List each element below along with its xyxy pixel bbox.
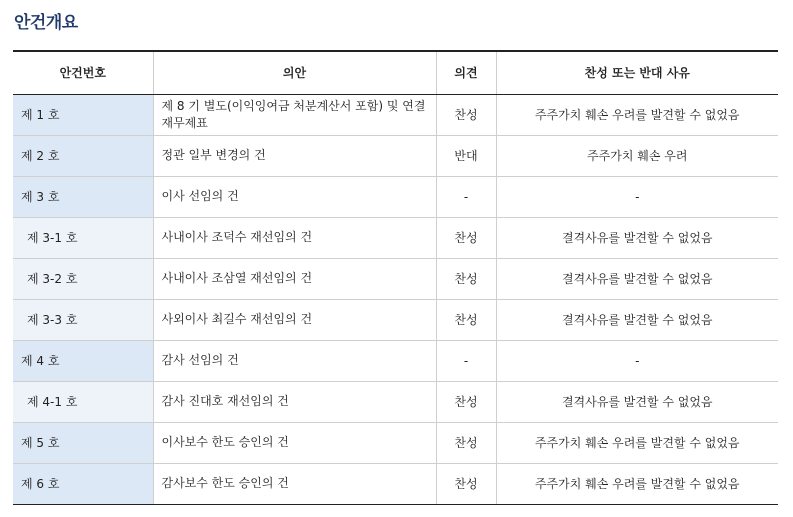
- agenda-item: 제 8 기 별도(이익잉여금 처분계산서 포함) 및 연결재무제표: [153, 94, 436, 135]
- agenda-reason: 결격사유를 발견할 수 없었음: [496, 258, 778, 299]
- agenda-reason: 주주가치 훼손 우려: [496, 135, 778, 176]
- table-row: [13, 217, 778, 258]
- agenda-number: 제 3-1 호: [13, 217, 153, 258]
- column-header-reason: 찬성 또는 반대 사유: [496, 51, 778, 94]
- column-header-item: 의안: [153, 51, 436, 94]
- agenda-opinion: 찬성: [436, 217, 496, 258]
- agenda-opinion: 찬성: [436, 258, 496, 299]
- agenda-reason: -: [496, 176, 778, 217]
- agenda-item: 사내이사 조삼열 재선임의 건: [153, 258, 436, 299]
- agenda-item: 정관 일부 변경의 건: [153, 135, 436, 176]
- table-header-row: [13, 51, 778, 94]
- agenda-number: 제 3-2 호: [13, 258, 153, 299]
- column-header-opinion: 의견: [436, 51, 496, 94]
- agenda-item: 감사보수 한도 승인의 건: [153, 463, 436, 504]
- agenda-reason: 주주가치 훼손 우려를 발견할 수 없었음: [496, 94, 778, 135]
- agenda-item: 사외이사 최길수 재선임의 건: [153, 299, 436, 340]
- agenda-opinion: 찬성: [436, 94, 496, 135]
- agenda-reason: -: [496, 340, 778, 381]
- agenda-number: 제 1 호: [13, 94, 153, 135]
- agenda-item: 감사 진대호 재선임의 건: [153, 381, 436, 422]
- table-row: [13, 381, 778, 422]
- agenda-opinion: -: [436, 176, 496, 217]
- agenda-reason: 주주가치 훼손 우려를 발견할 수 없었음: [496, 463, 778, 504]
- agenda-opinion: 찬성: [436, 463, 496, 504]
- table-row: [13, 299, 778, 340]
- table-row: [13, 340, 778, 381]
- agenda-item: 사내이사 조덕수 재선임의 건: [153, 217, 436, 258]
- table-row: [13, 422, 778, 463]
- agenda-number: 제 3 호: [13, 176, 153, 217]
- agenda-number: 제 3-3 호: [13, 299, 153, 340]
- agenda-reason: 결격사유를 발견할 수 없었음: [496, 299, 778, 340]
- page-title: 안건개요: [14, 13, 78, 33]
- table-row: [13, 258, 778, 299]
- agenda-number: 제 2 호: [13, 135, 153, 176]
- column-header-number: 안건번호: [13, 51, 153, 94]
- agenda-opinion: 찬성: [436, 299, 496, 340]
- agenda-opinion: 찬성: [436, 381, 496, 422]
- agenda-item: 감사 선임의 건: [153, 340, 436, 381]
- agenda-opinion: 반대: [436, 135, 496, 176]
- agenda-item: 이사 선임의 건: [153, 176, 436, 217]
- agenda-number: 제 6 호: [13, 463, 153, 504]
- agenda-reason: 결격사유를 발견할 수 없었음: [496, 381, 778, 422]
- agenda-reason: 주주가치 훼손 우려를 발견할 수 없었음: [496, 422, 778, 463]
- agenda-opinion: 찬성: [436, 422, 496, 463]
- table-row: [13, 135, 778, 176]
- agenda-item: 이사보수 한도 승인의 건: [153, 422, 436, 463]
- agenda-reason: 결격사유를 발견할 수 없었음: [496, 217, 778, 258]
- agenda-number: 제 4 호: [13, 340, 153, 381]
- agenda-opinion: -: [436, 340, 496, 381]
- agenda-table: [13, 50, 778, 505]
- table-row: [13, 94, 778, 135]
- agenda-number: 제 4-1 호: [13, 381, 153, 422]
- agenda-number: 제 5 호: [13, 422, 153, 463]
- table-row: [13, 176, 778, 217]
- table-row: [13, 463, 778, 504]
